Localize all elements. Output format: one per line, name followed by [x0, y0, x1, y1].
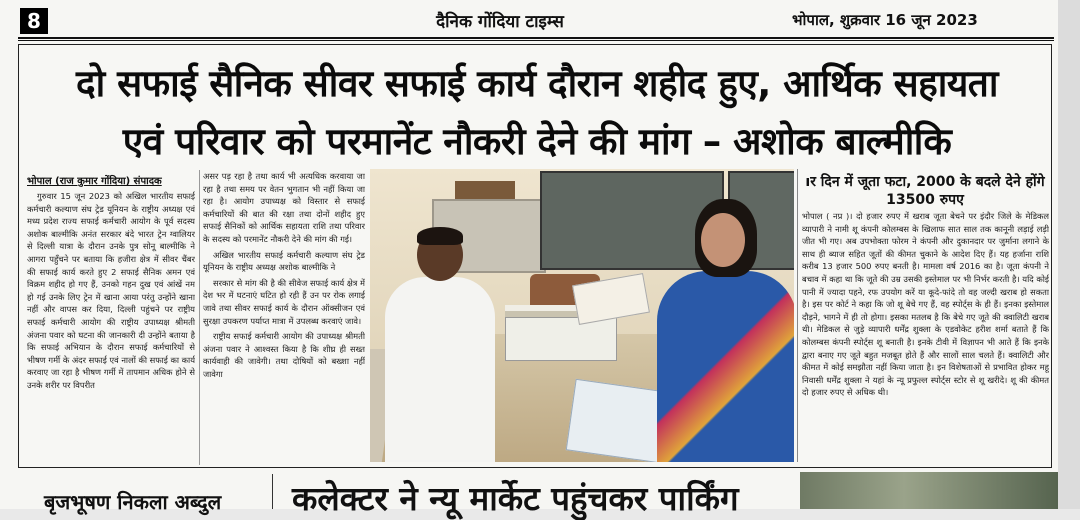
bottom-headline-center: कलेक्टर ने न्यू मार्केट पहुंचकर पार्किंग — [292, 479, 739, 518]
bottom-headline-left: बृजभूषण निकला अब्दुल — [44, 490, 222, 514]
article-paragraph: अखिल भारतीय सफाई कर्मचारी कल्याण संघ ट्रेड यूनियन के राष्ट्रीय अध्यक्ष अशोक बाल्मीकि ने — [203, 249, 365, 273]
photo-woman-face — [701, 213, 745, 267]
bottom-photo — [800, 472, 1060, 509]
photo-man-hair — [417, 227, 463, 245]
side-story-paragraph: भोपाल ( नप्र )। दो हजार रुपए में खराब जूता बेचने पर इंदौर जिले के मेडिकल व्यापारी ने नामी शू कंपनी कोलम्बस के खिलाफ सात साल तक कानूनी लड़ाई लड़ी जीत भी गए। अब उपभोक्ता फोरम ने कंपनी और दुकानदार पर जुर्माना लगाने के साथ ही ब्याज सहित जूतों की कीमत चुकाने के आदेश दिए हैं। यह हर्जाना राशि करीब 13 हजार 500 रुपए बनती है। मामला वर्ष 2016 का है। जूता कंपनी ने बचाव में कहा था कि जूते की उम्र उसकी इस्तेमाल पर भी निर्भर करती है। यदि कोई पानी में ज्यादा पहने, रफ उपयोग करें या कूदे-फांदे तो वह जल्दी खराब हो सकता है। इस पर कोर्ट ने कहा कि जो शू बेचे गए हैं, वह स्पोर्ट्स के ही हैं। इनका इस्तेमाल दौड़ने, भागने में ही तो होगा। इसका मतलब है कि बेचे गए जूते की क्वालिटी खराब थी। मेडिकल से जुड़े व्यापारी धर्मेंद्र शुक्ला के एडवोकेट हरीश शर्मा बताते हैं कि कोलम्बस कंपनी स्पोर्ट्स शू बनाती है। इनके टीवी में विज्ञापन भी आते हैं कि इनके द्वारा बनाए गए जूते बहुत मजबूत होते हैं और सालों साल चलते हैं। क्वालिटी और कीमत में कोई समझौता नहीं किया जाता है। इन विशेषताओं से प्रभावित होकर महू निवासी धर्मेंद्र शुक्ला ने यहां के न्यू प्रफुल्ल स्पोर्ट्स स्टोर से शू खरीदे। शू की कीमत दो हजार रुपए से अधिक थी। — [802, 211, 1049, 398]
dateline: भोपाल, शुक्रवार 16 जून 2023 — [792, 11, 978, 29]
masthead-rule-thin — [18, 40, 1054, 41]
article-paragraph: सरकार से मांग की है की सीवेज सफाई कार्य क्षेत्र में देश भर में घटनाएं घटित हो रही हैं उन पर रोक लगाई जावे तथा सीवर सफाई कार्य के दौरान ऑक्सीजन एवं सुरक्षा उपकरण पर्याप्त मात्रा में उपलब्ध करवाएं जावे। — [203, 277, 365, 326]
byline: भोपाल (राज कुमार गोंदिया) संपादक — [27, 176, 162, 187]
page-number: 8 — [20, 8, 48, 34]
photo-woman — [645, 199, 794, 462]
article-paragraph: राष्ट्रीय सफाई कर्मचारी आयोग की उपाध्यक्ष श्रीमती अंजना पवार ने आश्वस्त किया है कि शीघ्र ही सख्त कार्यवाही की जावेगी। तथा दोषियों को बख्शा नहीं जावेगा — [203, 331, 365, 379]
article-paragraph: गुरुवार 15 जून 2023 को अखिल भारतीय सफाई कर्मचारी कल्याण संघ ट्रेड यूनियन के राष्ट्रीय अध्यक्ष एवं मध्य प्रदेश राज्य सफाई कर्मचारी आयोग के पूर्व सदस्य अशोक बाल्मीकि अनंत सरकार बंदे भारत ट्रेन ग्वालियर से दिल्ली यात्रा के दौरान उनके पुत्र सोनू बाल्मीकि ने आगरा पहुँचने पर बताया कि हजीरा क्षेत्र में सीवर चैंबर की सफाई कार्य करते हुए 2 सफाई सैनिक अमन एवं विक्रम शहीद हो गए हैं, उनको गहन दुख एवं आंखें नम हो गई उनके लिए ट्रेन में खाना आया परंतु उन्होंने खाना नहीं और वापस कर दिया, दिल्ली पहुंचने पर राष्ट्रीय सफाई कर्मचारी आयोग की राष्ट्रीय उपाध्यक्ष श्रीमती अंजना पवार को घटना की जानकारी दी उन्होंने बताया है कि सफाई अभियान के दौरान सफाई कर्मचारियों से भीषण गर्मी के अंदर सफाई एवं नालों की सफाई का कार्य करवाए जा रहा है भीषण गर्मी में तापमान अधिक होने से उनके शरीर पर विपरीत — [27, 191, 195, 390]
article-paragraph: असर पड़ रहा है तथा कार्य भी अत्यधिक करवाया जा रहा है तथा समय पर वेतन भुगतान भी नहीं किया जा रहा है। आयोग उपाध्यक्ष को विस्तार से सफाई कर्मचारियों की बात की रक्षा तथा दोनों शहीद हुए सफाई सैनिकों को आर्थिक सहायता राशि तथा परिवार के सदस्य को परमानेंट नौकरी देने की मांग की गई। — [203, 171, 365, 244]
photo-man — [375, 229, 495, 462]
photo-woman-saree — [657, 271, 794, 462]
photo-files — [505, 317, 617, 361]
paper-name: दैनिक गोंदिया टाइम्स — [436, 12, 564, 32]
masthead-rule — [18, 37, 1054, 39]
headline-line-1: दो सफाई सैनिक सीवर सफाई कार्य दौरान शहीद हुए, आर्थिक सहायता — [76, 62, 998, 105]
article-column-2 — [199, 170, 365, 465]
bottom-divider — [272, 474, 273, 509]
side-story-body — [802, 210, 1049, 464]
column-divider — [797, 169, 798, 462]
headline-line-2: एवं परिवार को परमानेंट नौकरी देने की मांग – अशोक बाल्मीकि — [122, 120, 952, 163]
page-edge — [1058, 0, 1080, 509]
article-column-1 — [27, 190, 195, 465]
article-photo — [370, 169, 794, 462]
side-story-title: ıर दिन में जूता फटा, 2000 के बदले देने होंगे 13500 रुपए — [805, 174, 1045, 208]
photo-man-shirt — [385, 277, 495, 462]
